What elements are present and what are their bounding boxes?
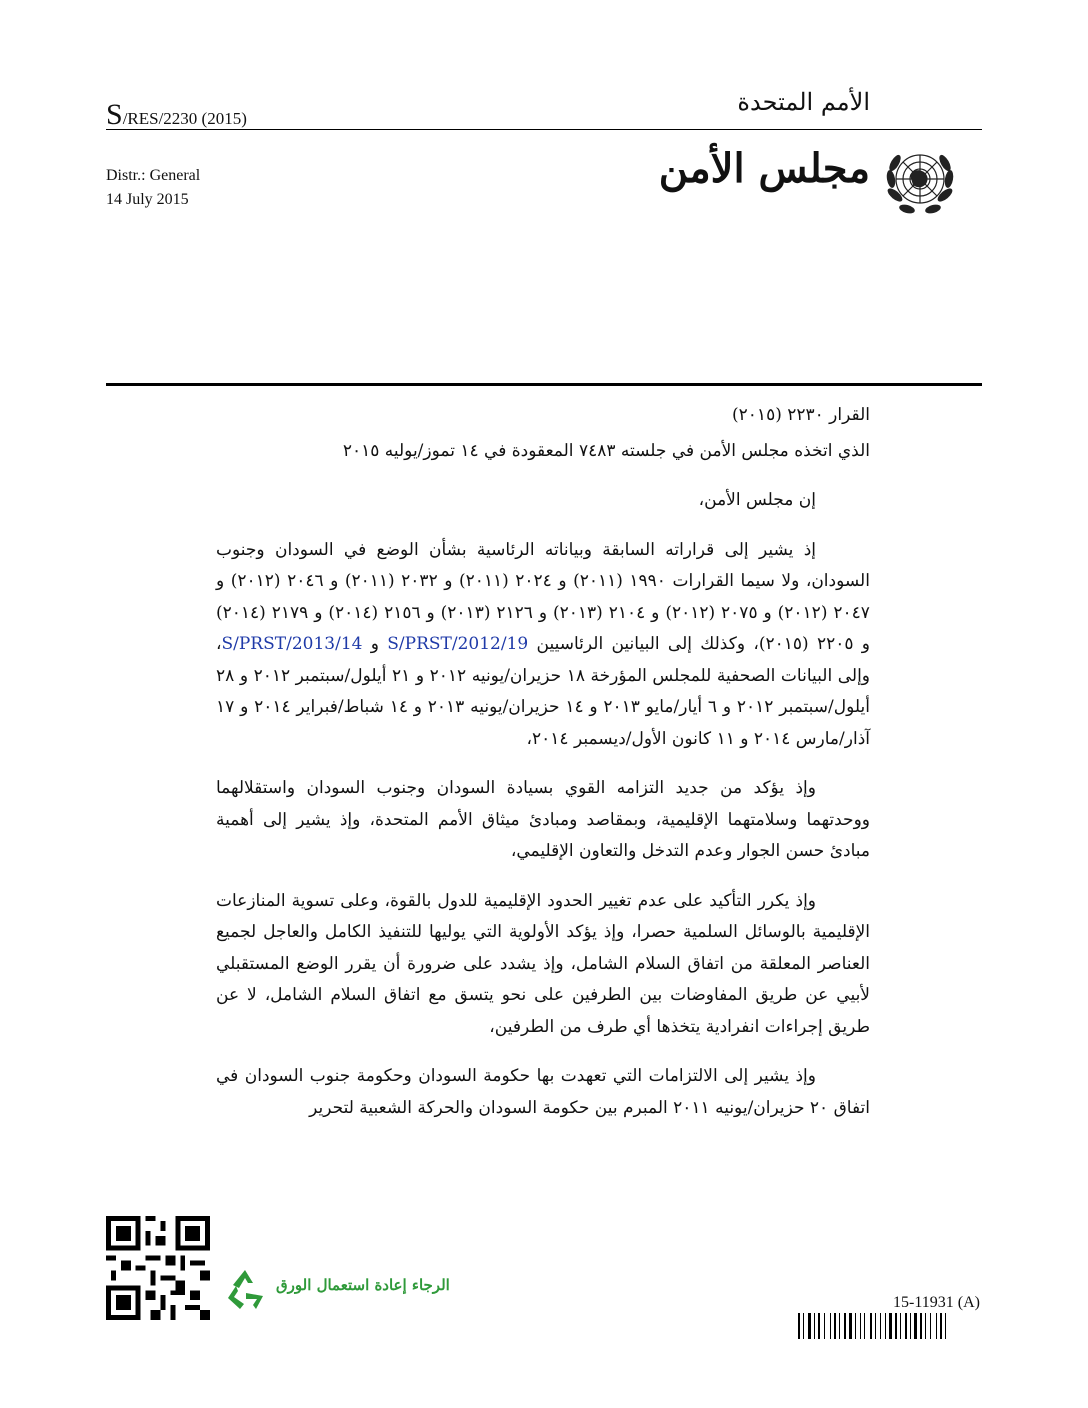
preamble-paragraph-4: وإذ يشير إلى الالتزامات التي تعهدت بها حكومة السودان وحكومة جنوب السودان في اتفاق ٢٠ حزيران/يونيه ٢٠١١ المبرم بين حكومة السودان والحركة الشعبية لتحرير	[216, 1066, 870, 1118]
para1-text-a: إذ يشير إلى قراراته السابقة وبياناته الرئاسية بشأن الوضع في السودان وجنوب السودان، ولا سيما القرارات ١٩٩٠ (٢٠١١) و ٢٠٢٤ (٢٠١١) و ٢٠٣٢ (٢٠١١) و ٢٠٤٦ (٢٠١٢) و ٢٠٤٧ (٢٠١٢) و ٢٠٧٥ (٢٠١٢) و ٢١٠٤ (٢٠١٣) و ٢١٢٦ (٢٠١٣) و ٢١٥٦ (٢٠١٤) و ٢١٧٩ (٢٠١٤) و ٢٢٠٥ (٢٠١٥)، وكذلك إلى البيانين الرئاسيين	[216, 539, 870, 654]
link-prst-2013-14[interactable]: S/PRST/2013/14	[221, 634, 363, 654]
document-symbol	[106, 98, 247, 132]
header-rule	[106, 129, 982, 130]
org-name: الأمم المتحدة	[737, 88, 870, 116]
document-number: 15-11931 (A)	[893, 1294, 980, 1311]
para1-text-c: ، وإلى البيانات الصحفية للمجلس المؤرخة ١٨ حزيران/يونيه ٢٠١٢ و ٢١ أيلول/سبتمبر ٢٠١٢ و ٢٨ أيلول/سبتمبر ٢٠١٢ و ٦ أيار/مايو ٢٠١٣ و ١٤ حزيران/يونيه ٢٠١٣ و ١٤ شباط/فبراير ٢٠١٤ و ١٧ آذار/مارس ٢٠١٤ و ١١ كانون الأول/ديسمبر ٢٠١٤،	[216, 634, 871, 749]
link-prst-2012-19[interactable]: S/PRST/2012/19	[387, 634, 529, 654]
adoption-line: الذي اتخذه مجلس الأمن في جلسته ٧٤٨٣ المعقودة في ١٤ تموز/يوليه ٢٠١٥	[342, 440, 870, 461]
distribution-block	[106, 164, 200, 212]
barcode-icon	[798, 1313, 980, 1339]
distribution-label: Distr.: General	[106, 167, 201, 184]
para1-text-b: و	[362, 634, 388, 654]
recycle-icon	[222, 1266, 268, 1312]
title-rule	[106, 383, 982, 386]
organ-title: مجلس الأمن	[658, 145, 870, 192]
symbol-prefix: S	[106, 98, 123, 131]
un-emblem-icon	[880, 139, 960, 219]
symbol-rest: /RES/2230 (2015)	[122, 109, 247, 128]
issue-date: 14 July 2015	[106, 191, 189, 208]
preamble-paragraph-1	[216, 535, 870, 756]
preamble-paragraph-3: وإذ يكرر التأكيد على عدم تغيير الحدود الإقليمية للدول بالقوة، وعلى تسوية المنازعات الإقليمية بالوسائل السلمية حصرا، وإذ يؤكد الأولوية التي يوليها للتنفيذ الكامل والعاجل لجميع العناصر المعلقة من اتفاق السلام الشامل، وإذ يشدد على ضرورة أن يقرر الوضع المستقبلي لأبيي عن طريق المفاوضات بين الطرفين على نحو يتسق مع اتفاق السلام الشامل، لا عن طريق إجراءات انفرادية يتخذها أي طرف من الطرفين،	[216, 890, 870, 1037]
recycle-note: الرجاء إعادة استعمال الورق	[276, 1276, 450, 1294]
resolution-body	[216, 400, 870, 1142]
qr-code-icon	[106, 1216, 210, 1320]
preamble-paragraph-2: وإذ يؤكد من جديد التزامه القوي بسيادة السودان وجنوب السودان واستقلالهما ووحدتهما وسلامتهما الإقليمية، وبمقاصد ومبادئ ميثاق الأمم المتحدة، وإذ يشير إلى أهمية مبادئ حسن الجوار وعدم التدخل والتعاون الإقليمي،	[216, 778, 870, 861]
intro-line: إن مجلس الأمن،	[698, 490, 816, 510]
resolution-title: القرار ٢٢٣٠ (٢٠١٥)	[732, 405, 870, 425]
